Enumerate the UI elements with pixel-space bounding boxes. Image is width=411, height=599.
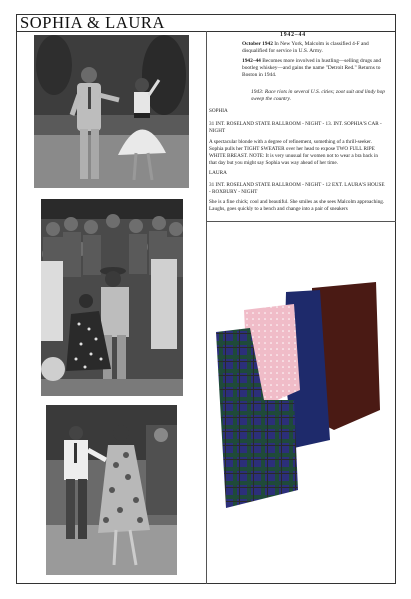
timeline-entry-3: 1943: Race riots in several U.S. cities; zoot suit and lindy hop sweep the country. [251,89,385,102]
fabric-swatches [214,280,384,510]
text-divider [206,221,396,222]
dance-photo-2 [41,199,183,396]
timeline-entry-1 [242,41,390,55]
page-title: SOPHIA & LAURA [20,13,166,32]
dance-photo-1 [34,35,189,188]
laura-description: She is a fine chick; cool and beautiful. She smiles as she sees Malcolm approaching. Laughs, goes quickly to a bench and change into a pair of sneakers [209,199,385,212]
laura-label: LAURA [209,170,227,176]
timeline-entry-2-date: 1942–44 [242,58,261,64]
timeline-entry-1-date: October 1942 [242,41,273,47]
column-divider [206,31,207,584]
timeline-entry-2 [242,58,390,79]
sophia-scenes: 31 INT. ROSELAND STATE BALLROOM - NIGHT - 13. INT. SOPHIA'S CAR - NIGHT [209,121,382,134]
dance-photo-3 [46,405,177,575]
sophia-label: SOPHIA [209,108,228,114]
laura-scenes: 31 INT. ROSELAND STATE BALLROOM - NIGHT - 12 EXT. LAURA'S HOUSE - ROXBURY - NIGHT [209,182,385,195]
timeline-entry-1-text: In New York, Malcolm is classified 4-F and disqualified for service in U.S. Army. [242,41,369,54]
sophia-description: A spectacular blonde with a degree of refinement, something of a thrill-seeker. Sophia pulls her TIGHT SWEATER over her head to expose TWO FULL RIPE WHITE BREAST. NOTE: It is very unusual for women not to wear a bra back in that day but you might say Sophia was way ahead of her time. [209,139,379,166]
timeline-year: 1942–44 [280,32,306,38]
timeline-entry-2-text: Becomes more involved in hustling—selling drugs and bootleg whiskey—and gains the name "Detroit Red." Returns to Boston in 1944. [242,58,382,78]
